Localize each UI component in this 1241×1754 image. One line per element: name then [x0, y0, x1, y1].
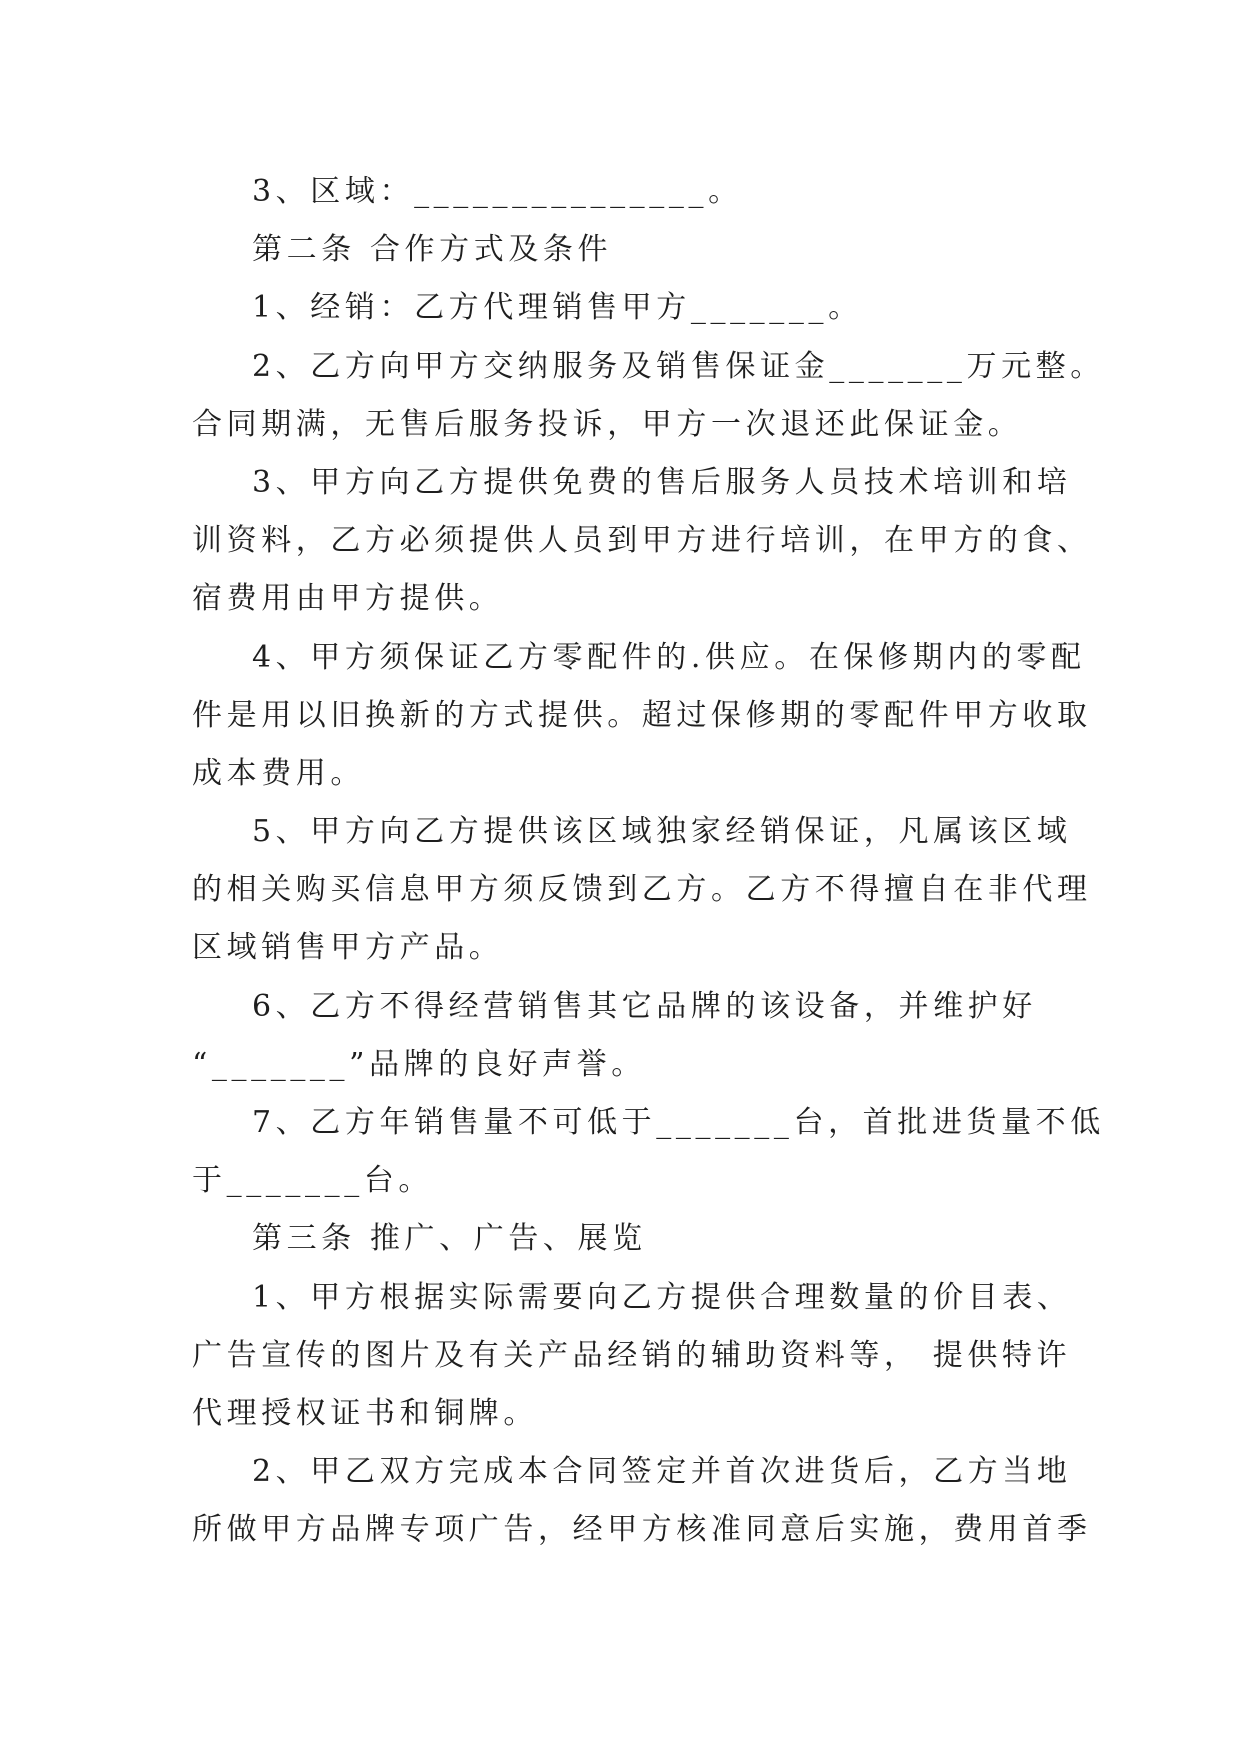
text-line: 3、区域：_______________。	[252, 174, 743, 209]
text-line: 6、乙方不得经营销售其它品牌的该设备，并维护好	[252, 988, 1037, 1024]
text-line: 广告宣传的图片及有关产品经销的辅助资料等， 提供特许	[192, 1337, 1072, 1373]
text-line: 的相关购买信息甲方须反馈到乙方。乙方不得擅自在非代理	[192, 872, 1092, 908]
text-line: 7、乙方年销售量不可低于_______台，首批进货量不低	[252, 1105, 1105, 1140]
text-line: 训资料，乙方必须提供人员到甲方进行培训，在甲方的食、	[192, 523, 1092, 559]
text-line: 成本费用。	[192, 755, 365, 791]
text-line: 合同期满，无售后服务投诉，甲方一次退还此保证金。	[192, 406, 1023, 442]
text-line: 4、甲方须保证乙方零配件的.供应。在保修期内的零配	[252, 639, 1086, 675]
text-line: 1、甲方根据实际需要向乙方提供合理数量的价目表、	[252, 1279, 1072, 1315]
section-heading: 第二条 合作方式及条件	[252, 232, 613, 268]
text-line: 区域销售甲方产品。	[192, 930, 504, 966]
text-line: 1、经销：乙方代理销售甲方_______。	[252, 290, 863, 326]
document-body	[192, 163, 1105, 1560]
text-line: “_______”品牌的良好声誉。	[192, 1046, 646, 1082]
text-line: 件是用以旧换新的方式提供。超过保修期的零配件甲方收取	[192, 697, 1092, 733]
text-line: 3、甲方向乙方提供免费的售后服务人员技术培训和培	[252, 464, 1072, 500]
section-heading: 第三条 推广、广告、展览	[252, 1221, 647, 1257]
text-line: 所做甲方品牌专项广告，经甲方核准同意后实施，费用首季	[192, 1512, 1092, 1548]
text-line: 2、乙方向甲方交纳服务及销售保证金_______万元整。	[252, 348, 1105, 384]
text-line: 代理授权证书和铜牌。	[192, 1395, 538, 1431]
text-line: 于_______台。	[192, 1163, 433, 1199]
text-line: 5、甲方向乙方提供该区域独家经销保证，凡属该区域	[252, 814, 1072, 850]
text-line: 2、甲乙双方完成本合同签定并首次进货后，乙方当地	[252, 1454, 1072, 1490]
text-line: 宿费用由甲方提供。	[192, 581, 504, 617]
